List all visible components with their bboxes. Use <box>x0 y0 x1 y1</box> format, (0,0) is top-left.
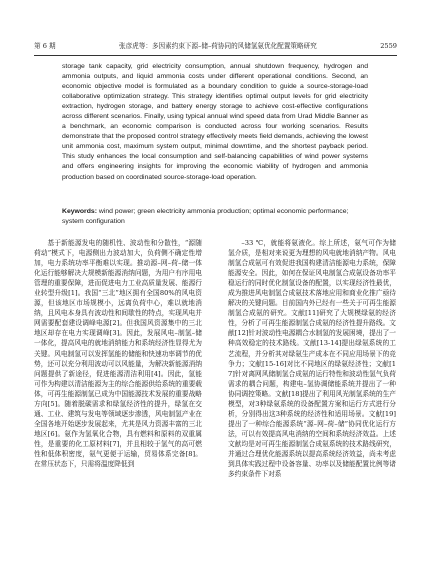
running-title: 张彦虎等：多因素约束下源–储–荷协同的风储氢氨优化配置策略研究 <box>118 42 317 50</box>
keywords-label: Keywords: <box>62 208 97 215</box>
body-left-text: 基于新能源发电的随机性、波动性和分散性，“源随荷动”模式下，电源侧出力波动加大，负荷侧不确定性增加，电力系统功率平衡难以实现。推动源–网–荷–储一体化运行能够解决大规模新能源消纳问题，为用户有序用电管理的重要保障，进而促进电力工业高质量发展、能源行业转型升级[1]。我国“三北”地区拥有全国80%的风电资源，但该地区市场规模小，远离负荷中心，难以就地消纳，且风电本身具有波动性和间歇性的特点，实现风电并网需要配套建设调峰电源[2]。但我国风资源集中的三北地区却存在电力实现调峰[3]。因此，发展风电–制氢–储一体化，提高风电的就地消纳能力和系统经济性显得尤为关键。风电制氢可以发挥氢能的储能和快速功率调节的优势，还可以充分利用波动可以风能量，为解决新能源消纳问题提供了新途径，促进能源清洁利用[4]。因此，氢能可作为构建以清洁能源为主的综合能源供给系统的重要载体，可再生能源制氢已成为中国能源技术发展的重要战略方向[5]。随着脱碳需求和绿氢经济性的提升，绿氢在交通、工业、建筑与发电等领域逐步渗透，风电制氢产业在全国各地开始逐步发展起来，尤其是风力资源丰富的三北地区[6]。氨作为氢氧化合物，具有燃料和原料的双重属性，是重要的化工原材料[7]，并且相较于氢气的高可燃性和低体积密度，氨气更便于运输，贸易体系完备[8]。在常压状态下，只需将温度降低到 <box>34 239 202 469</box>
body-left-column <box>34 238 202 469</box>
page-number: 2559 <box>380 42 397 50</box>
keywords-line <box>62 207 368 227</box>
body-right-column <box>228 238 396 479</box>
header-rule <box>34 55 397 56</box>
keywords-text: wind power; green electricity ammonia production; optimal economic performance; system configuration <box>62 208 349 225</box>
body-right-text: –33 ℃，就能将氨液化。综上所述，氨气可作为储氢介质，是相对来说更为理想的风电就地消纳产物。风电制氢合成氨可有效促进我国构建清洁能源电力系统，保障能源安全。因此，如何在保证风电制氢合成氨设备功率平稳运行的同时优化制氢设备的配置，以实现经济性最优，成为推进风电制氢合成氨技术落地应用和商业化推广亟待解决的关键问题。目前国内外已经有一些关于可再生能源制氢合成氨的研究。文献[11]研究了大规模绿氨的经济性，分析了可再生能源制氢合成氨的经济性提升路线。文献[12]针对波动性电源耦合水制氢的发展困境，提出了一种高效稳定的技术路线。文献[13-14]提出绿氨系统的工艺流程，并分析其对绿氨生产成本在不同应用场景下的竞争力；文献[15-16]对比不同地区的绿氨经济性；文献[17]针对离网风储制氢合成氨的运行特性和波动性氢气负荷需求的耦合问题，构建电–氢协调储能系统并提出了一种协同调控策略。文献[18]提出了利用风光制氢系统的生产模型，对3种绿氨系统的设备配置方案和运行方式进行分析，分别得出这3种系统的经济性和适用场景。文献[19]提出了一种综合能源系统“源–网–荷–储”协同优化运行方法，可以有效提高风电消纳的空间和系统经济效益。上述文献均是对可再生能源制氢合成氨系统的技术路线研究，并通过合理优化能源系统以提高系统经济效益，尚未考虑到具体实践过程中设备容量、功率以及储能配置比例等诸多约束条件下对系 <box>228 239 396 479</box>
running-header <box>34 40 397 54</box>
issue-number: 第 6 期 <box>34 42 56 50</box>
abstract-paragraph: storage tank capacity, grid electricity consumption, annual shutdown frequency, hydrogen and ammonia outputs, and liquid ammonia costs under different operational conditions. Second, an economic objective model is formulated as a boundary condition to guide a source-storage-load collaborative optimization strategy. This strategy identifies optimal output levels for grid electricity extraction, hydrogen storage, and battery energy storage to achieve cost-effective configurations across different scenarios. Finally, using typical annual wind speed data from Urad Middle Banner as a benchmark, an economic comparison is conducted across four working scenarios. Results demonstrate that the proposed control strategy effectively meets field demands, achieving the lowest unit ammonia cost, maximum system output, minimal downtime, and the shortest payback period. This study enhances the local consumption and self-balancing capabilities of wind power systems and offers engineering insights for improving the economic viability of hydrogen and ammonia production based on coordinated source-storage-load operation. <box>62 63 368 181</box>
